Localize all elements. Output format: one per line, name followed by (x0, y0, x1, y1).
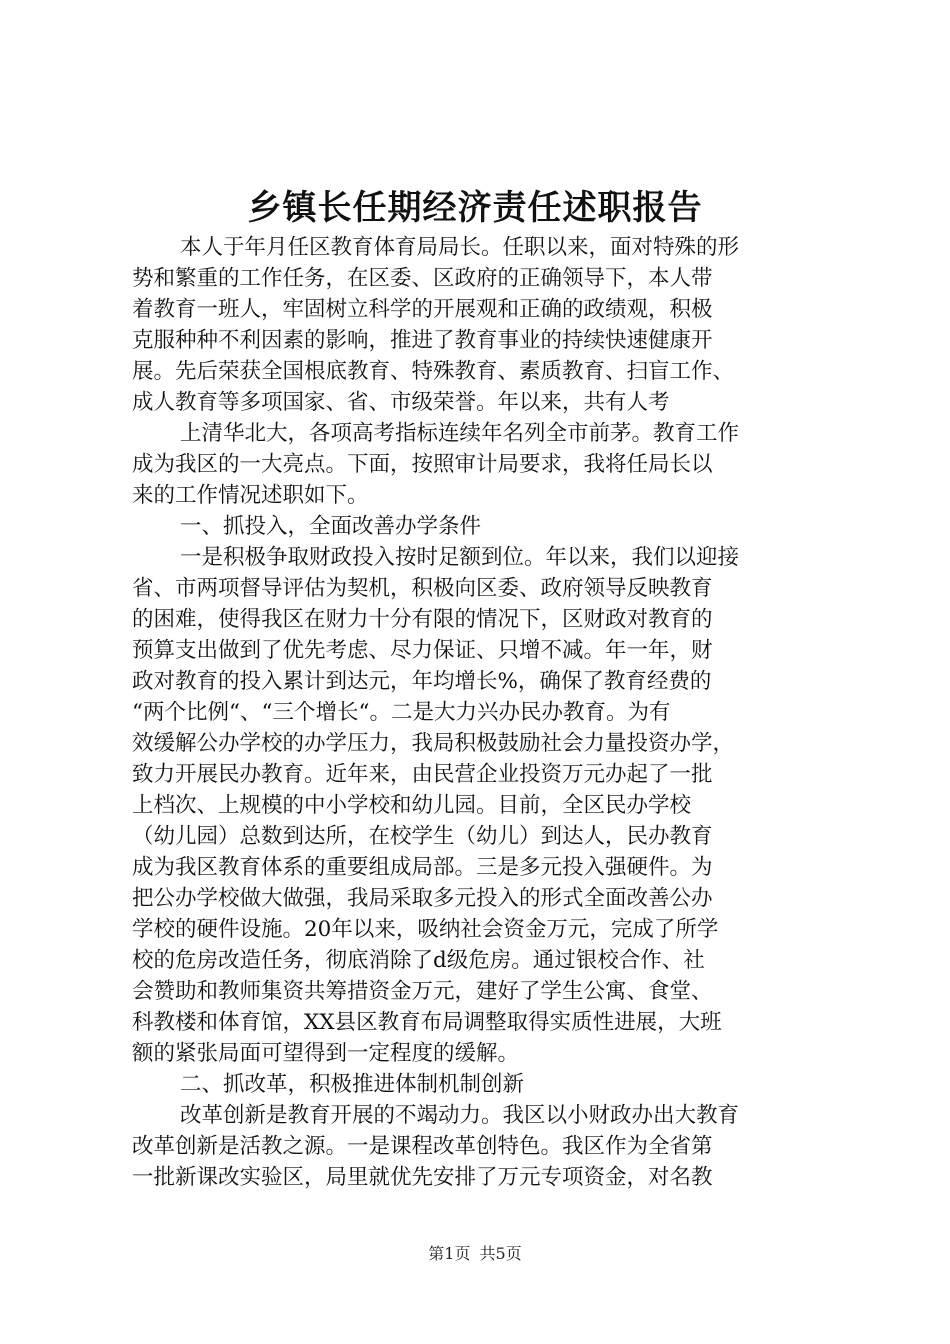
body-line: 展。先后荣获全国根底教育、特殊教育、素质教育、扫盲工作、 (132, 359, 735, 384)
body-line: 改革创新是教育开展的不竭动力。我区以小财政办出大教育 (180, 1103, 740, 1128)
body-line: 上档次、上规模的中小学校和幼儿园。目前，全区民办学校 (132, 793, 692, 818)
page-footer (0, 1244, 950, 1264)
body-line: 成为我区的一大亮点。下面，按照审计局要求，我将任局长以 (132, 452, 713, 477)
body-line: 预算支出做到了优先考虑、尽力保证、只增不减。年一年，财 (132, 638, 713, 663)
body-line: 二、抓改革，积极推进体制机制创新 (180, 1072, 525, 1097)
page-number: 第1页 (428, 1244, 471, 1263)
body-line: 克服种种不利因素的影响，推进了教育事业的持续快速健康开 (132, 328, 713, 353)
body-line: 校的危房改造任务，彻底消除了d级危房。通过银校合作、社 (132, 948, 705, 973)
body-line: 来的工作情况述职如下。 (132, 483, 369, 508)
body-line: 学校的硬件设施。20年以来，吸纳社会资金万元，完成了所学 (132, 917, 719, 942)
body-line: 的困难，使得我区在财力十分有限的情况下，区财政对教育的 (132, 607, 713, 632)
body-line: 会赞助和教师集资共筹措资金万元，建好了学生公寓、食堂、 (132, 979, 713, 1004)
body-line: 上清华北大，各项高考指标连续年名列全市前茅。教育工作 (180, 421, 740, 446)
body-line: 成人教育等多项国家、省、市级荣誉。年以来，共有人考 (132, 390, 670, 415)
body-line: 政对教育的投入累计到达元，年均增长%，确保了教育经费的 (132, 669, 712, 694)
body-line: 把公办学校做大做强，我局采取多元投入的形式全面改善公办 (132, 886, 713, 911)
document-body (132, 232, 832, 1193)
body-line: 着教育一班人，牢固树立科学的开展观和正确的政绩观，积极 (132, 297, 713, 322)
body-line: 势和繁重的工作任务，在区委、区政府的正确领导下，本人带 (132, 266, 713, 291)
body-line: 本人于年月任区教育体育局局长。任职以来，面对特殊的形 (180, 235, 740, 260)
body-line: 成为我区教育体系的重要组成局部。三是多元投入强硬件。为 (132, 855, 713, 880)
body-line: 额的紧张局面可望得到一定程度的缓解。 (132, 1041, 520, 1066)
body-line: “两个比例“、“三个增长“。二是大力兴办民办教育。为有 (132, 700, 671, 725)
body-line: 一是积极争取财政投入按时足额到位。年以来，我们以迎接 (180, 545, 740, 570)
body-line: 致力开展民办教育。近年来，由民营企业投资万元办起了一批 (132, 762, 713, 787)
body-line: 效缓解公办学校的办学压力，我局积极鼓励社会力量投资办学， (132, 731, 735, 756)
page-total: 共5页 (479, 1244, 522, 1263)
body-line: 省、市两项督导评估为契机，积极向区委、政府领导反映教育 (132, 576, 713, 601)
body-line: 改革创新是活教之源。一是课程改革创特色。我区作为全省第 (132, 1134, 713, 1159)
body-line: 科教楼和体育馆，XX县区教育布局调整取得实质性进展，大班 (132, 1010, 722, 1035)
body-line: 一、抓投入，全面改善办学条件 (180, 514, 482, 539)
document-title: 乡镇长任期经济责任述职报告 (247, 188, 703, 228)
body-line: （幼儿园）总数到达所，在校学生（幼儿）到达人，民办教育 (132, 824, 713, 849)
body-line: 一批新课改实验区，局里就优先安排了万元专项资金，对名教 (132, 1165, 713, 1190)
